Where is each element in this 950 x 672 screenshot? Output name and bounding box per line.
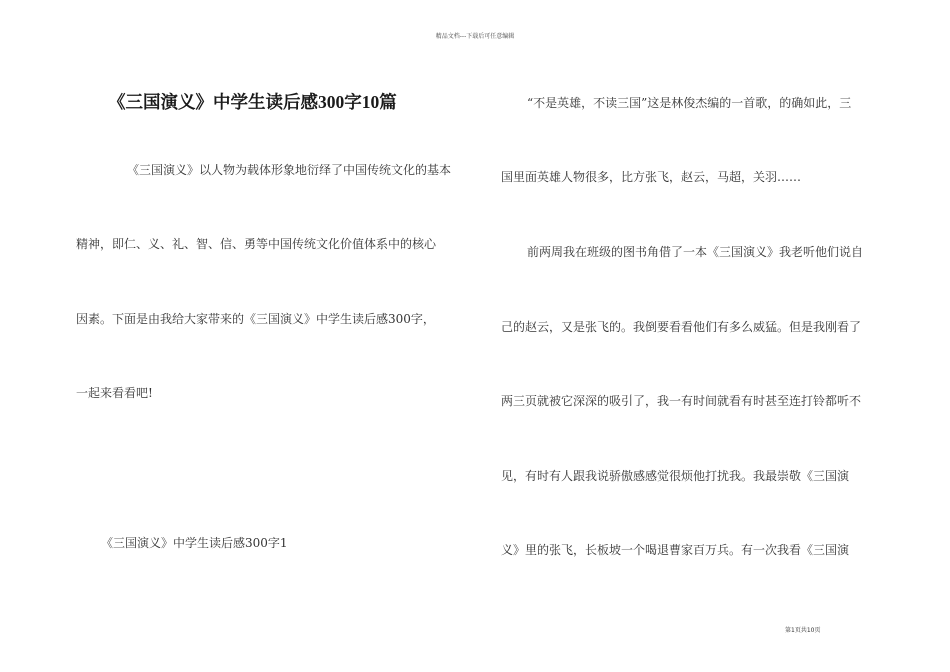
body-line-6: 见，有时有人跟我说骄傲感感觉很烦他打扰我。我最崇敬《三国演 [501, 469, 850, 483]
page-title: 《三国演义》中学生读后感300字10篇 [108, 92, 397, 112]
intro-line-2: 精神，即仁、义、礼、智、信、勇等中国传统文化价值体系中的核心 [76, 237, 437, 251]
page-number: 第1页共10页 [785, 627, 821, 634]
body-line-3: 前两周我在班级的图书角借了一本《三国演义》我老听他们说自 [527, 245, 864, 259]
body-line-2: 国里面英雄人物很多，比方张飞，赵云，马超，关羽…… [501, 170, 802, 184]
section-heading: 《三国演义》中学生读后感300字1 [101, 536, 288, 550]
intro-line-4: 一起来看看吧! [76, 386, 153, 400]
intro-line-3: 因素。下面是由我给大家带来的《三国演义》中学生读后感300字， [76, 312, 435, 326]
body-line-1: “不是英雄，不读三国”这是林俊杰编的一首歌，的确如此，三 [527, 96, 852, 110]
header-note: 精品文档---下载后可任意编辑 [435, 33, 515, 40]
intro-line-1: 《三国演义》以人物为载体形象地衍绎了中国传统文化的基本 [127, 163, 452, 177]
body-line-7: 义》里的张飞，长板坡一个喝退曹家百万兵。有一次我看《三国演 [501, 543, 850, 557]
body-line-5: 两三页就被它深深的吸引了，我一有时间就看有时甚至连打铃都听不 [501, 394, 862, 408]
body-line-4: 己的赵云，又是张飞的。我倒要看看他们有多么威猛。但是我刚看了 [501, 320, 862, 334]
